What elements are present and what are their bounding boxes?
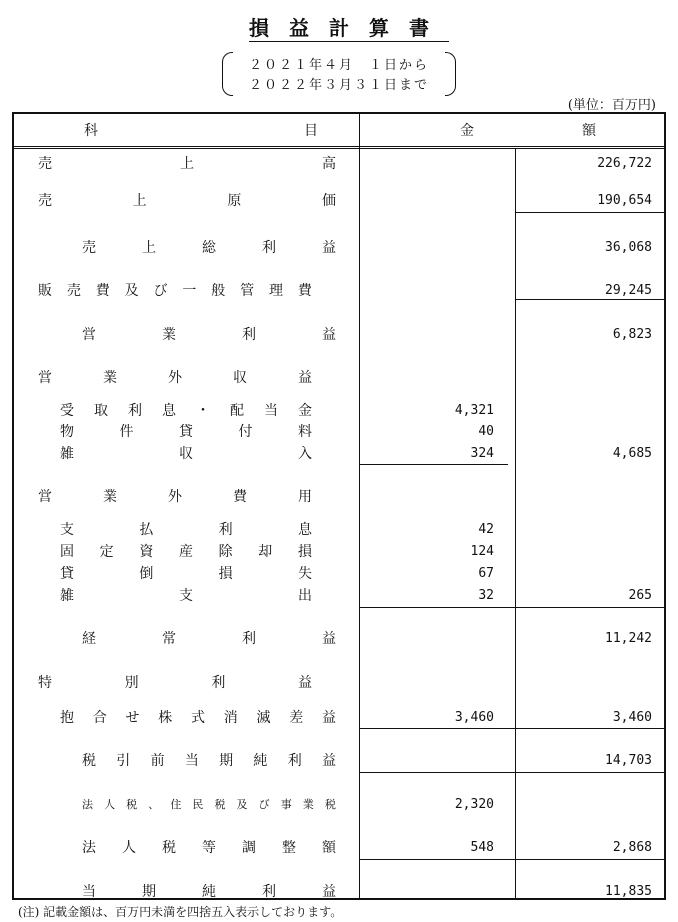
rule-pretax [359, 772, 664, 773]
row-interest-dividend-amount: 4,321 [454, 403, 494, 418]
row-ordinary-income-total: 11,242 [605, 631, 652, 646]
header-separator [14, 146, 664, 147]
rule-extraordinary [359, 728, 664, 729]
row-sales-label: 売 上 高 [38, 156, 336, 172]
row-misc-expense-amount: 32 [478, 588, 494, 603]
row-gross-profit-label: 売 上 総 利 益 [82, 240, 336, 256]
row-misc-income-amount: 324 [470, 446, 494, 461]
header-subject-left: 科 [84, 123, 98, 139]
header-separator-double [14, 148, 664, 149]
rule-non-op-income [359, 464, 508, 465]
header-amount-right: 額 [582, 123, 596, 139]
row-net-income-label: 当 期 純 利 益 [82, 884, 336, 900]
row-asset-disposal-amount: 124 [470, 544, 494, 559]
row-pretax-income-total: 14,703 [605, 753, 652, 768]
row-tax-adjustment-amount: 548 [470, 840, 494, 855]
row-sales-total: 226,722 [597, 156, 652, 171]
row-interest-paid-label: 支 払 利 息 [60, 522, 312, 538]
row-pretax-income-label: 税 引 前 当 期 純 利 益 [82, 753, 336, 769]
row-misc-income-label: 雑 収 入 [60, 446, 312, 462]
row-bad-debt-label: 貸 倒 損 失 [60, 566, 312, 582]
row-extraordinary-gain-label: 特 別 利 益 [38, 675, 312, 691]
rule-cogs [515, 212, 664, 213]
row-non-op-income-label: 営 業 外 収 益 [38, 370, 312, 386]
column-divider-amount [515, 148, 516, 898]
row-cogs-label: 売 上 原 価 [38, 193, 336, 209]
rule-non-op-expense [359, 607, 664, 608]
row-sga-label: 販 売 費 及 び 一 般 管 理 費 [38, 283, 312, 299]
row-tax-adjustment-label: 法 人 税 等 調 整 額 [82, 840, 336, 856]
row-rent-label: 物 件 貸 付 料 [60, 424, 312, 440]
row-cogs-total: 190,654 [597, 193, 652, 208]
row-bad-debt-amount: 67 [478, 566, 494, 581]
row-interest-paid-amount: 42 [478, 522, 494, 537]
unit-label: (単位：百万円) [567, 98, 656, 113]
page-title: 損益計算書 [249, 16, 449, 40]
row-misc-expense-label: 雑 支 出 [60, 588, 312, 604]
row-merger-gain-amount: 3,460 [454, 710, 494, 725]
column-divider-subject [359, 114, 360, 898]
row-gross-profit-total: 36,068 [605, 240, 652, 255]
row-merger-gain-total: 3,460 [612, 710, 652, 725]
row-non-op-expense-label: 営 業 外 費 用 [38, 489, 312, 505]
row-misc-income-total: 4,685 [612, 446, 652, 461]
period-from: ２０２１年４月 １日から [248, 58, 429, 73]
row-operating-income-total: 6,823 [612, 327, 652, 342]
row-misc-expense-total: 265 [628, 588, 652, 603]
row-income-taxes-amount: 2,320 [454, 797, 494, 812]
row-merger-gain-label: 抱 合 せ 株 式 消 滅 差 益 [60, 710, 336, 726]
row-ordinary-income-label: 経 常 利 益 [82, 631, 336, 647]
row-rent-amount: 40 [478, 424, 494, 439]
header-subject-right: 目 [304, 123, 318, 139]
income-statement-table [12, 112, 666, 900]
row-tax-adjustment-total: 2,868 [612, 840, 652, 855]
accounting-period [222, 50, 456, 96]
rule-taxes [359, 859, 664, 860]
row-income-taxes-label: 法 人 税 、 住 民 税 及 び 事 業 税 [82, 798, 336, 811]
row-sga-total: 29,245 [605, 283, 652, 298]
row-asset-disposal-label: 固 定 資 産 除 却 損 [60, 544, 312, 560]
row-interest-dividend-label: 受 取 利 息 ・ 配 当 金 [60, 403, 312, 419]
row-net-income-total: 11,835 [605, 884, 652, 899]
footnote: (注) 記載金額は、百万円未満を四捨五入表示しております。 [18, 905, 343, 919]
row-operating-income-label: 営 業 利 益 [82, 327, 336, 343]
header-amount-left: 金 [460, 123, 474, 139]
period-to: ２０２２年３月３１日まで [248, 78, 429, 93]
